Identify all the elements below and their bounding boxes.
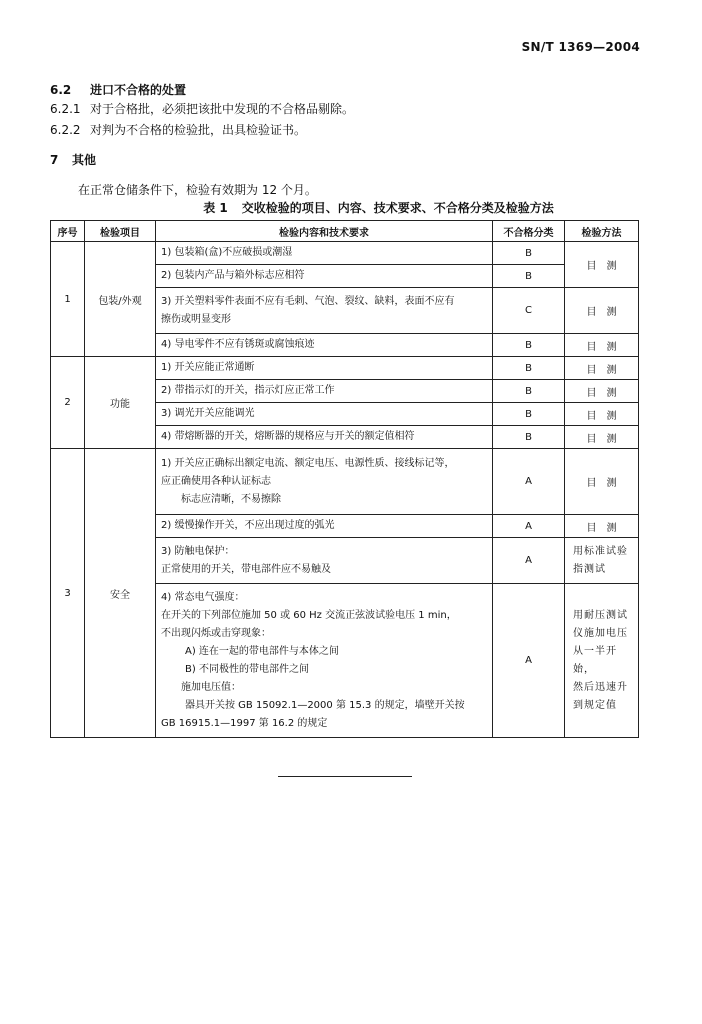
requirement-cell [156, 426, 493, 449]
requirement-cell [156, 449, 493, 515]
requirement-cell [156, 584, 493, 738]
header-item: 检验项目 [85, 221, 156, 242]
method-cell: 目 测 [565, 403, 639, 426]
section-6-2 [50, 81, 186, 98]
table-number: 表 1 [203, 201, 228, 215]
section-text: 对判为不合格的检验批，出具检验证书。 [90, 123, 307, 137]
method-cell: 目 测 [565, 380, 639, 403]
requirement-line: 正常使用的开关，带电部件应不易触及 [161, 563, 331, 575]
section-title: 其他 [72, 153, 97, 167]
table-title: 交收检验的项目、内容、技术要求、不合格分类及检验方法 [241, 201, 554, 215]
requirement-line: 2) 包装内产品与箱外标志应相符 [161, 270, 305, 281]
requirement-cell [156, 334, 493, 357]
section-number: 6.2 [50, 83, 72, 97]
section-number: 6.2.2 [50, 123, 81, 137]
requirement-line: 3) 开关塑料零件表面不应有毛刺、气泡、裂纹、缺料，表面不应有 [161, 295, 455, 307]
item-cell: 包装/外观 [85, 242, 156, 357]
requirement-cell [156, 357, 493, 380]
inspection-table [50, 220, 639, 738]
method-line: 到规定值 [573, 699, 617, 711]
table-row [51, 449, 639, 515]
class-cell: B [493, 426, 565, 449]
requirement-cell [156, 265, 493, 288]
section-6-2-2 [50, 121, 306, 138]
requirement-line: 应正确使用各种认证标志 [161, 475, 271, 487]
requirement-line: 擦伤或明显变形 [161, 313, 231, 325]
section-number: 6.2.1 [50, 102, 81, 116]
requirement-line: 1) 开关应正确标出额定电流、额定电压、电源性质、接线标记等， [161, 457, 455, 469]
requirement-line: 2) 带指示灯的开关，指示灯应正常工作 [161, 385, 335, 396]
method-cell: 目 测 [565, 515, 639, 538]
method-cell: 目 测 [565, 288, 639, 334]
method-line: 用耐压测试 [573, 609, 628, 621]
header-method: 检验方法 [565, 221, 639, 242]
requirement-line: B) 不同极性的带电部件之间 [185, 663, 309, 675]
method-cell [565, 538, 639, 584]
table-row [51, 242, 639, 265]
requirement-line: 1) 包装箱(盒)不应破损或潮湿 [161, 247, 293, 258]
seq-cell: 2 [51, 357, 85, 449]
requirement-line: 标志应清晰，不易擦除 [181, 493, 281, 505]
section-text: 对于合格批，必须把该批中发现的不合格品剔除。 [90, 102, 355, 116]
requirement-line: 3) 防触电保护： [161, 545, 235, 557]
method-cell [565, 584, 639, 738]
method-line: 仪施加电压 [573, 627, 628, 639]
header-seq: 序号 [51, 221, 85, 242]
requirement-line: 器具开关按 GB 15092.1—2000 第 15.3 的规定，墙壁开关按 [185, 699, 465, 711]
intro-paragraph: 在正常仓储条件下，检验有效期为 12 个月。 [78, 183, 317, 197]
requirement-line: 在开关的下列部位施加 50 或 60 Hz 交流正弦波试验电压 1 min， [161, 609, 457, 621]
requirement-line: A) 连在一起的带电部件与本体之间 [185, 645, 339, 657]
header-requirement: 检验内容和技术要求 [156, 221, 493, 242]
standard-code: SN/T 1369—2004 [521, 40, 640, 54]
requirement-line: 4) 导电零件不应有锈斑或腐蚀痕迹 [161, 339, 315, 350]
method-line: 用标准试验 [573, 545, 628, 557]
section-6-2-1 [50, 100, 354, 117]
requirement-cell [156, 242, 493, 265]
requirement-line: 施加电压值： [181, 681, 241, 693]
class-cell: A [493, 515, 565, 538]
end-rule [278, 776, 412, 777]
table-row [51, 357, 639, 380]
method-line: 然后迅速升 [573, 681, 628, 693]
class-cell: A [493, 449, 565, 515]
class-cell: B [493, 334, 565, 357]
class-cell: A [493, 584, 565, 738]
method-cell: 目 测 [565, 242, 639, 288]
requirement-cell [156, 538, 493, 584]
requirement-line: 4) 带熔断器的开关，熔断器的规格应与开关的额定值相符 [161, 431, 415, 442]
class-cell: B [493, 265, 565, 288]
seq-cell: 1 [51, 242, 85, 357]
requirement-line: GB 16915.1—1997 第 16.2 的规定 [161, 717, 328, 729]
method-cell: 目 测 [565, 357, 639, 380]
requirement-line: 1) 开关应能正常通断 [161, 362, 255, 373]
class-cell: B [493, 357, 565, 380]
table-caption [0, 199, 702, 216]
requirement-line: 4) 常态电气强度： [161, 591, 245, 603]
method-line: 指测试 [573, 563, 606, 575]
requirement-cell [156, 515, 493, 538]
class-cell: B [493, 242, 565, 265]
section-title: 进口不合格的处置 [90, 83, 187, 97]
method-cell: 目 测 [565, 426, 639, 449]
requirement-line: 不出现闪烁或击穿现象： [161, 627, 271, 639]
item-cell: 安全 [85, 449, 156, 738]
class-cell: B [493, 403, 565, 426]
item-cell: 功能 [85, 357, 156, 449]
requirement-cell [156, 380, 493, 403]
class-cell: C [493, 288, 565, 334]
method-line: 从一半开始， [573, 645, 617, 675]
header-class: 不合格分类 [493, 221, 565, 242]
requirement-cell [156, 288, 493, 334]
section-7 [50, 151, 96, 168]
table-header-row [51, 221, 639, 242]
seq-cell: 3 [51, 449, 85, 738]
class-cell: B [493, 380, 565, 403]
requirement-line: 3) 调光开关应能调光 [161, 408, 255, 419]
requirement-line: 2) 缓慢操作开关，不应出现过度的弧光 [161, 520, 335, 531]
method-cell: 目 测 [565, 449, 639, 515]
method-cell: 目 测 [565, 334, 639, 357]
class-cell: A [493, 538, 565, 584]
section-number: 7 [50, 153, 59, 167]
requirement-cell [156, 403, 493, 426]
